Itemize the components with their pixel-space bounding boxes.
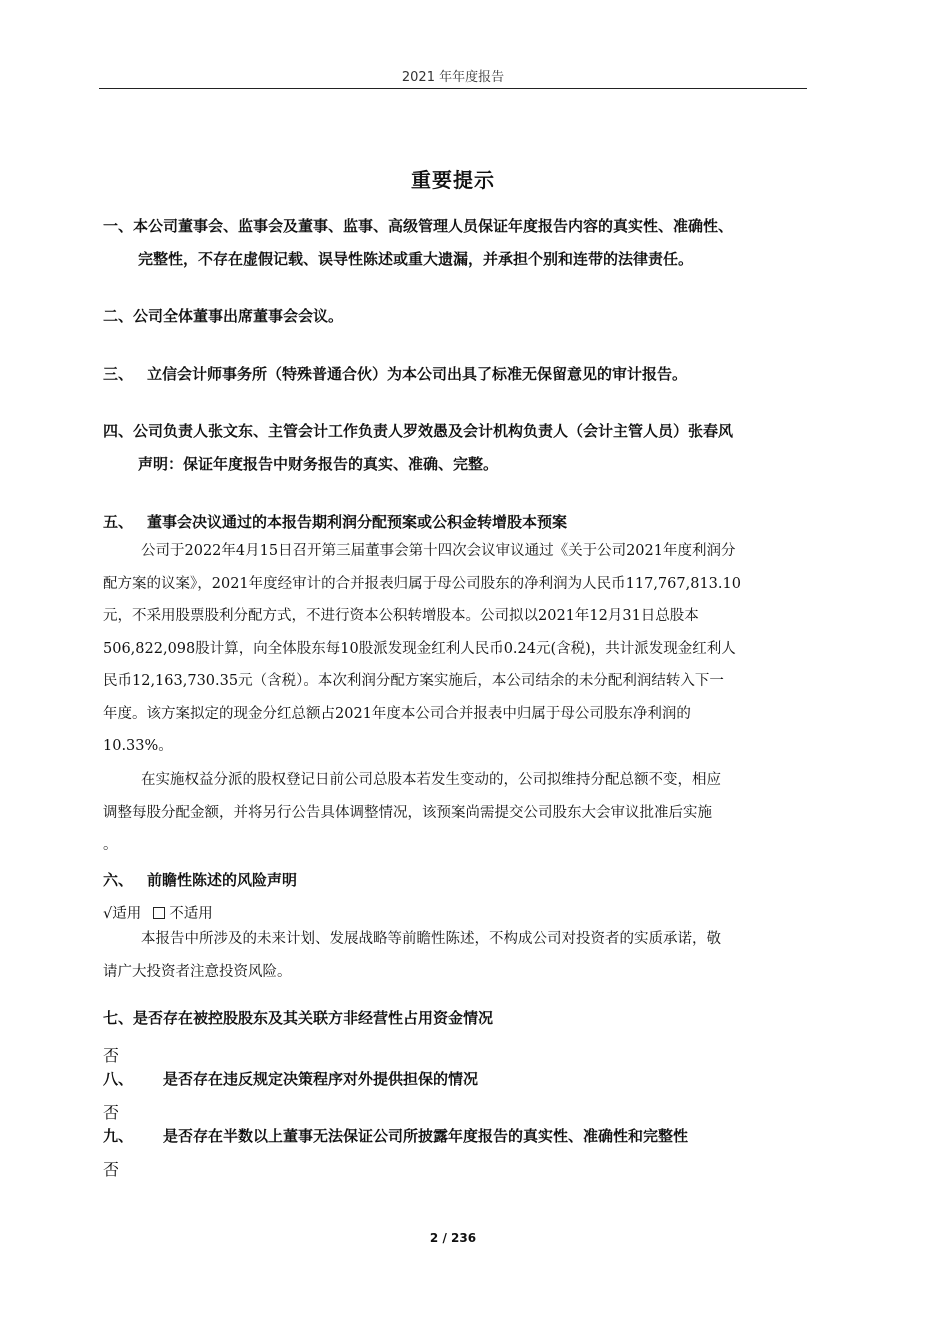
- answer-item-7: 否: [103, 1046, 120, 1065]
- paragraph-line: 元，不采用股票股利分配方式，不进行资本公积转增股本。公司拟以2021年12月31日总股本: [103, 608, 699, 624]
- paragraph-line: 请广大投资者注意投资风险。: [103, 963, 292, 980]
- item-number: 二、: [103, 307, 134, 325]
- paragraph-line: 本报告中所涉及的未来计划、发展战略等前瞻性陈述，不构成公司对投资者的实质承诺，敬: [141, 931, 721, 947]
- item-text: 前瞻性陈述的风险声明: [147, 871, 298, 889]
- item-number: 三、: [103, 365, 134, 383]
- profit-plan-paragraph-2: [103, 770, 815, 868]
- paragraph-line: 配方案的议案》，2021年度经审计的合并报表归属于母公司股东的净利润为人民币117,767,813.10: [103, 575, 741, 592]
- item-text: 立信会计师事务所（特殊普通合伙）为本公司出具了标准无保留意见的审计报告。: [147, 365, 688, 383]
- paragraph-line: 民币12,163,730.35元（含税）。本次利润分配方案实施后，本公司结余的未分配利润结转入下一: [103, 673, 724, 689]
- not-applicable-option: 不适用: [169, 906, 213, 922]
- page-number: 2 / 236: [429, 1231, 477, 1245]
- item-text-line: 本公司董事会、监事会及董事、监事、高级管理人员保证年度报告内容的真实性、准确性、: [133, 217, 734, 235]
- notice-item-4: [103, 420, 813, 486]
- checkbox-empty-icon: [153, 907, 165, 919]
- item-text-line: 声明：保证年度报告中财务报告的真实、准确、完整。: [138, 455, 499, 473]
- forward-looking-paragraph: [103, 929, 815, 994]
- applicability-row: [103, 902, 213, 923]
- header-divider: [99, 88, 807, 89]
- item-text-line: 完整性，不存在虚假记载、误导性陈述或重大遗漏，并承担个别和连带的法律责任。: [138, 250, 694, 268]
- item-text: 是否存在被控股股东及其关联方非经营性占用资金情况: [133, 1009, 494, 1027]
- item-text: 董事会决议通过的本报告期利润分配预案或公积金转增股本预案: [147, 513, 568, 531]
- applicable-option: √适用: [103, 906, 142, 922]
- item-text-line: 公司负责人张文东、主管会计工作负责人罗效愚及会计机构负责人（会计主管人员）张春风: [133, 422, 734, 440]
- notice-item-9: [103, 1125, 813, 1158]
- paragraph-line: 在实施权益分派的股权登记日前公司总股本若发生变动的，公司拟维持分配总额不变，相应: [141, 772, 721, 788]
- paragraph-line: 10.33%。: [103, 738, 173, 754]
- report-header-title: 2021 年年度报告: [401, 70, 505, 85]
- notice-item-6: [103, 869, 813, 902]
- paragraph-line: 506,822,098股计算，向全体股东每10股派发现金红利人民币0.24元(含税)，共计派发现金红利人: [103, 640, 736, 657]
- answer-item-8: 否: [103, 1103, 120, 1122]
- item-text: 是否存在违反规定决策程序对外提供担保的情况: [163, 1070, 479, 1088]
- item-text: 是否存在半数以上董事无法保证公司所披露年度报告的真实性、准确性和完整性: [163, 1127, 689, 1145]
- item-number: 六、: [103, 871, 134, 889]
- item-text: 公司全体董事出席董事会会议。: [133, 307, 344, 325]
- paragraph-line: 公司于2022年4月15日召开第三届董事会第十四次会议审议通过《关于公司2021年度利润分: [141, 543, 736, 559]
- page-title: 重要提示: [411, 168, 495, 192]
- notice-item-8: [103, 1068, 813, 1101]
- notice-item-3: [103, 363, 813, 396]
- notice-item-5: [103, 511, 813, 544]
- notice-item-7: [103, 1007, 813, 1040]
- item-number: 九、: [103, 1127, 134, 1145]
- item-number: 五、: [103, 513, 134, 531]
- item-number: 七、: [103, 1009, 134, 1027]
- notice-item-2: [103, 305, 813, 338]
- item-number: 一、: [103, 217, 134, 235]
- paragraph-line: 年度。该方案拟定的现金分红总额占2021年度本公司合并报表中归属于母公司股东净利润的: [103, 705, 691, 722]
- item-number: 八、: [103, 1070, 134, 1088]
- item-number: 四、: [103, 422, 134, 440]
- answer-item-9: 否: [103, 1160, 120, 1179]
- paragraph-line: 。: [103, 837, 118, 853]
- profit-plan-paragraph-1: [103, 541, 815, 769]
- paragraph-line: 调整每股分配金额，并将另行公告具体调整情况，该预案尚需提交公司股东大会审议批准后实施: [103, 804, 712, 821]
- notice-item-1: [103, 215, 813, 281]
